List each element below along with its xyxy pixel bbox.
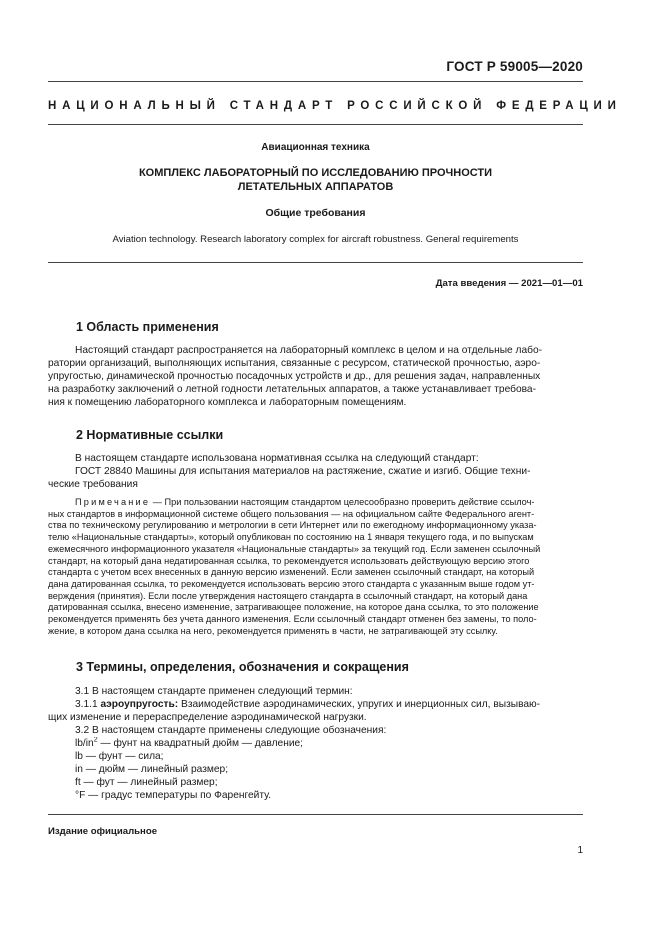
section-3-text [48,685,583,802]
header-rule-top [48,81,583,82]
term-number: 3.1.1 [75,699,101,710]
note-line: дана датированная ссылка, то рекомендуется использовать версию этого стандарта с указанным выше годом ут- [48,578,535,589]
header-rule-bottom [48,124,583,125]
paragraph-line: упругостью, динамической прочностью посадочных устройств и др., для решения задач, направленных [48,371,541,382]
note-label: Примечание [75,497,151,507]
national-standard-banner: НАЦИОНАЛЬНЫЙ СТАНДАРТ РОССИЙСКОЙ ФЕДЕРАЦИИ [48,100,622,112]
title-line-1: КОМПЛЕКС ЛАБОРАТОРНЫЙ ПО ИССЛЕДОВАНИЮ ПРОЧНОСТИ [138,167,493,179]
symbol-name: lb/in [75,738,94,749]
term-definition: Взаимодействие аэродинамических, упругих и инерционных сил, вызываю- [178,699,541,710]
note-line: телю «Национальные стандарты», который опубликован по состоянию на 1 января текущего года, и по выпускам [48,532,534,543]
paragraph-line: 3.2 В настоящем стандарте применены следующие обозначения: [75,725,387,736]
note-line [48,497,583,509]
symbol-definition: — фунт на квадратный дюйм — давление; [97,738,304,749]
paragraph-line: ческие требования [48,479,138,490]
symbol-line: ft — фут — линейный размер; [75,777,218,788]
introduction-date: Дата введения — 2021—01—01 [435,278,583,289]
document-subtitle: Общие требования [265,207,366,219]
page-number: 1 [577,845,583,856]
symbol-line: °F — градус температуры по Фаренгейту. [75,790,272,801]
section-2-heading: 2 Нормативные ссылки [76,428,224,442]
paragraph-line: 3.1 В настоящем стандарте применен следующий термин: [75,686,353,697]
note-line: стандарта с учетом всех внесенных в данную версию изменений. Если заменен ссылочный стандарт, на который [48,567,535,578]
paragraph-line: ния к помещению лабораторного комплекса и лабораторным помещениям. [48,397,407,408]
section-2-text [48,452,583,491]
symbol-line: lb — фунт — сила; [75,751,164,762]
paragraph-line: ГОСТ 28840 Машины для испытания материалов на растяжение, сжатие и изгиб. Общие техни- [75,466,531,477]
official-edition-label: Издание официальное [48,826,158,837]
document-title [48,166,583,194]
note-line: ства по техническому регулированию и метрологии в сети Интернет или по ежегодному информационному указа- [48,520,537,531]
note-line: стандарт, на который дана недатированная ссылка, то рекомендуется использовать действующую версию этого [48,555,530,566]
symbol-exponent: 2 [93,737,98,744]
english-title: Aviation technology. Research laboratory complex for aircraft robustness. General requirements [112,234,519,245]
paragraph-line: В настоящем стандарте использована нормативная ссылка на следующий стандарт: [75,453,479,464]
section-1-heading: 1 Область применения [76,320,219,334]
note-line: верждения (принятия). Если после утверждения настоящего стандарта в ссылочный стандарт, на который дана [48,590,528,601]
paragraph-line: щих изменение и перераспределение аэродинамической нагрузки. [48,712,367,723]
title-line-2: ЛЕТАТЕЛЬНЫХ АППАРАТОВ [237,181,394,193]
title-rule [48,262,583,263]
footer-rule [48,814,583,815]
note-line: рекомендуется применять без учета данного изменения. Если ссылочный стандарт отменен без замены, то поло- [48,614,537,625]
section-3-heading: 3 Термины, определения, обозначения и сокращения [76,660,409,674]
note-line: датированная ссылка, внесено изменение, затрагивающее положение, на которое дана ссылка, то это положение [48,602,539,613]
gost-number: ГОСТ Р 59005—2020 [446,59,583,74]
note-first-text: — При пользовании настоящим стандартом целесообразно проверить действие ссылоч- [150,497,535,507]
note-line: ежемесячного информационного указателя «Национальные стандарты» за текущий год. Если заменен ссылочный [48,543,541,554]
term-name: аэроупругость: [100,699,179,710]
note-line: ных стандартов в информационной системе общего пользования — на официальном сайте Федерального агент- [48,508,535,519]
symbol-line [48,737,583,750]
term-definition-line [48,698,583,711]
symbol-line: in — дюйм — линейный размер; [75,764,229,775]
document-kind: Авиационная техника [261,142,370,153]
section-1-text [48,344,583,409]
note-line: жение, в котором дана ссылка на него, рекомендуется применять в части, не затрагивающей эту ссылку. [48,625,498,636]
paragraph-line: Настоящий стандарт распространяется на лабораторный комплекс в целом и на отдельные лабо- [75,345,543,356]
section-2-note [48,497,583,637]
paragraph-line: на разработку заключений о летной годности летательных аппаратов, а также устанавливает требова- [48,384,536,395]
paragraph-line: ратории организаций, выполняющих испытания, связанные с ресурсом, статической прочностью, аэро- [48,358,541,369]
